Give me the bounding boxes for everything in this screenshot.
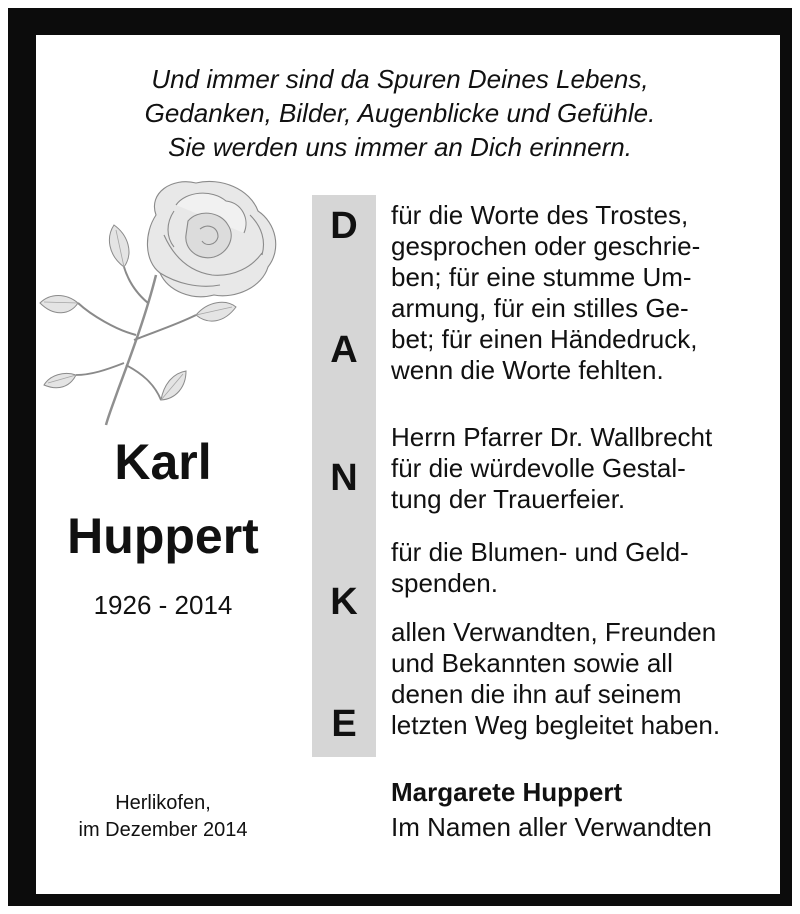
thanks-line: denen die ihn auf seinem xyxy=(391,679,682,709)
life-years: 1926 - 2014 xyxy=(93,590,233,620)
danke-letter: N xyxy=(330,457,358,499)
quote-line: Gedanken, Bilder, Augenblicke und Gefühle. xyxy=(144,98,656,128)
place-date xyxy=(0,790,326,844)
thanks-line: Herrn Pfarrer Dr. Wallbrecht xyxy=(391,422,713,452)
danke-letter: A xyxy=(330,329,358,371)
danke-letter: D xyxy=(330,205,358,247)
thanks-paragraph xyxy=(391,422,712,515)
thanks-line: wenn die Worte fehlten. xyxy=(391,355,664,385)
thanks-line: letzten Weg begleitet haben. xyxy=(391,710,721,740)
thanks-line: und Bekannten sowie all xyxy=(391,648,673,678)
thanks-line: allen Verwandten, Freunden xyxy=(391,617,717,647)
signature-name: Margarete Huppert xyxy=(391,777,623,807)
quote-line: Sie werden uns immer an Dich erinnern. xyxy=(168,132,632,162)
thanks-line: bet; für einen Händedruck, xyxy=(391,324,698,354)
thanks-line: spenden. xyxy=(391,568,498,598)
thanks-paragraph xyxy=(391,200,700,386)
danke-letter: E xyxy=(331,703,357,745)
thanks-line: für die Blumen- und Geld- xyxy=(391,537,689,567)
memorial-quote xyxy=(0,62,800,164)
thanks-paragraph xyxy=(391,537,689,599)
thanks-line: tung der Trauerfeier. xyxy=(391,484,626,514)
deceased-first-name: Karl xyxy=(114,434,212,490)
rose-illustration xyxy=(36,175,296,430)
thanks-line: für die würdevolle Gestal- xyxy=(391,453,686,483)
thanks-line: für die Worte des Trostes, xyxy=(391,200,689,230)
thanks-paragraph xyxy=(391,617,720,741)
place-line: Herlikofen, xyxy=(115,792,211,814)
thanks-line: gesprochen oder geschrie- xyxy=(391,231,701,261)
quote-line: Und immer sind da Spuren Deines Lebens, xyxy=(151,64,649,94)
danke-letter: K xyxy=(330,581,358,623)
thanks-line: ben; für eine stumme Um- xyxy=(391,262,692,292)
date-line: im Dezember 2014 xyxy=(78,819,248,841)
deceased-last-name: Huppert xyxy=(67,508,259,564)
signature-line: Im Namen aller Verwandten xyxy=(391,812,712,842)
thanks-line: armung, für ein stilles Ge- xyxy=(391,293,689,323)
